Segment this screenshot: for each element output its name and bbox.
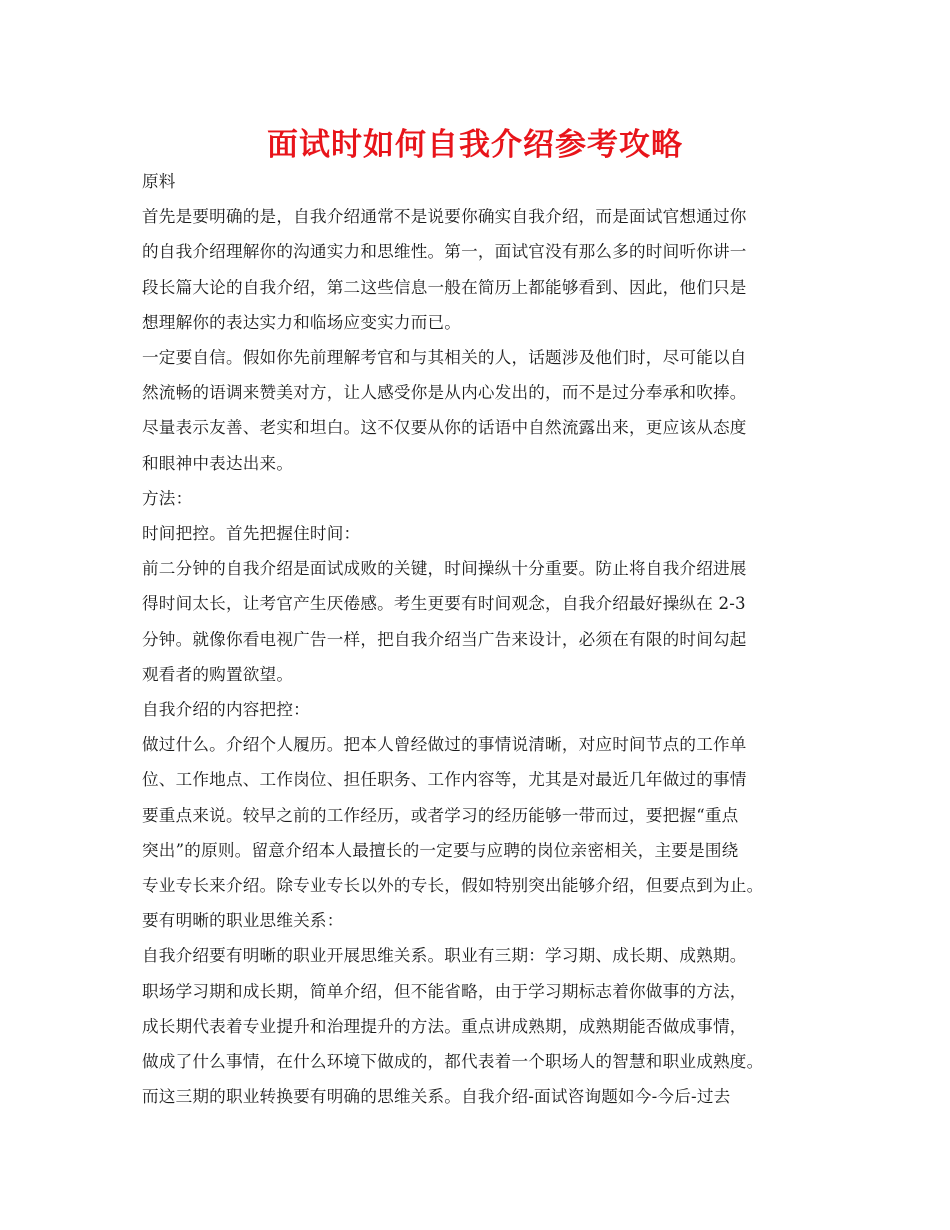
text-line: 得时间太长，让考官产生厌倦感。考生更要有时间观念，自我介绍最好操纵在 2-3 <box>142 594 746 614</box>
text-line: 然流畅的语调来赞美对方，让人感受你是从内心发出的，而不是过分奉承和吹捧。 <box>142 383 747 403</box>
text-line: 自我介绍要有明晰的职业开展思维关系。职业有三期：学习期、成长期、成熟期。 <box>142 946 747 966</box>
text-line: 要有明晰的职业思维关系： <box>142 911 344 931</box>
text-line: 首先是要明确的是，自我介绍通常不是说要你确实自我介绍，而是面试官想通过你 <box>142 207 747 227</box>
text-line: 段长篇大论的自我介绍，第二这些信息一般在简历上都能够看到、因此，他们只是 <box>142 277 747 297</box>
text-line: 的自我介绍理解你的沟通实力和思维性。第一，面试官没有那么多的时间听你讲一 <box>142 242 747 262</box>
text-line: 分钟。就像你看电视广告一样，把自我介绍当广告来设计，必须在有限的时间勾起 <box>142 629 747 649</box>
text-line: 尽量表示友善、老实和坦白。这不仅要从你的话语中自然流露出来，更应该从态度 <box>142 418 747 438</box>
document-title: 面试时如何自我介绍参考攻略 <box>267 127 683 163</box>
text-line: 想理解你的表达实力和临场应变实力而已。 <box>142 312 462 332</box>
text-line: 职场学习期和成长期，简单介绍，但不能省略，由于学习期标志着你做事的方法， <box>142 981 747 1001</box>
text-line: 方法： <box>142 488 193 508</box>
text-line: 一定要自信。假如你先前理解考官和与其相关的人，话题涉及他们时，尽可能以自 <box>142 348 747 368</box>
text-line: 自我介绍的内容把控： <box>142 700 310 720</box>
text-line: 成长期代表着专业提升和治理提升的方法。重点讲成熟期，成熟期能否做成事情， <box>142 1016 747 1036</box>
text-line: 要重点来说。较早之前的工作经历，或者学习的经历能够一带而过，要把握“重点 <box>142 805 739 825</box>
text-line: 原料 <box>142 172 176 191</box>
text-line: 时间把控。首先把握住时间： <box>142 524 361 544</box>
text-line: 观看者的购置欲望。 <box>142 664 294 684</box>
text-line: 做过什么。介绍个人履历。把本人曾经做过的事情说清晰，对应时间节点的工作单 <box>142 735 747 755</box>
text-line: 和眼神中表达出来。 <box>142 453 294 473</box>
text-line: 前二分钟的自我介绍是面试成败的关键，时间操纵十分重要。防止将自我介绍进展 <box>142 559 747 579</box>
text-line: 做成了什么事情，在什么环境下做成的，都代表着一个职场人的智慧和职业成熟度。 <box>142 1052 764 1072</box>
text-line: 而这三期的职业转换要有明确的思维关系。自我介绍-面试咨询题如今-今后-过去 <box>142 1087 731 1107</box>
document-body <box>142 164 842 1114</box>
text-line: 位、工作地点、工作岗位、担任职务、工作内容等，尤其是对最近几年做过的事情 <box>142 770 747 790</box>
text-line: 突出”的原则。留意介绍本人最擅长的一定要与应聘的岗位亲密相关，主要是围绕 <box>142 840 739 860</box>
text-line: 专业专长来介绍。除专业专长以外的专长，假如特别突出能够介绍，但要点到为止。 <box>142 876 764 896</box>
